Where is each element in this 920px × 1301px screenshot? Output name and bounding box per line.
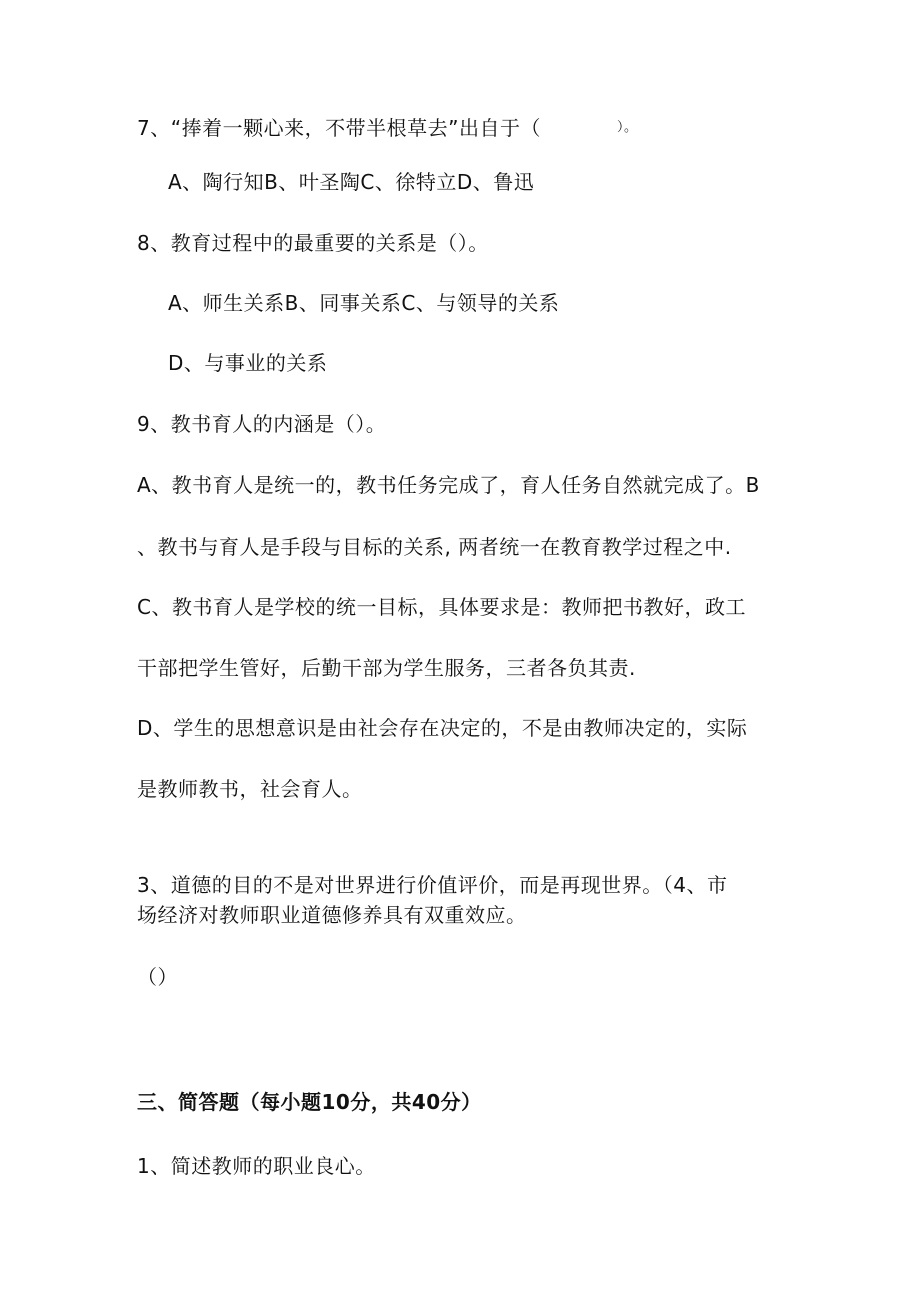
q9-option-c: C、教书育人是学校的统一目标，具体要求是：教师把书教好，政工 (137, 595, 746, 619)
q9-option-c-cont: 干部把学生管好，后勤干部为学生服务，三者各负其责. (137, 656, 636, 680)
judge-item-line2: 场经济对教师职业道德修养具有双重效应。 (137, 903, 527, 927)
q7-stem-close: ）。 (616, 120, 638, 135)
q9-option-d-cont: 是教师教书，社会育人。 (137, 777, 363, 801)
q9-option-b: 、教书与育人是手段与目标的关系, 两者统一在教育教学过程之中. (137, 535, 732, 559)
section3-q1: 1、简述教师的职业良心。 (137, 1154, 376, 1178)
judge-item-line1: 3、道德的目的不是对世界进行价值评价，而是再现世界。（4、市 (137, 873, 728, 897)
q9-stem: 9、教书育人的内涵是（）。 (137, 412, 387, 436)
q8-options-line1: A、师生关系B、同事关系C、与领导的关系 (168, 291, 560, 315)
judge-item-blank: （） (137, 965, 178, 989)
q8-stem: 8、教育过程中的最重要的关系是（）。 (137, 231, 489, 255)
q9-option-a: A、教书育人是统一的，教书任务完成了，育人任务自然就完成了。B (137, 473, 760, 497)
q9-option-d: D、学生的思想意识是由社会存在决定的，不是由教师决定的，实际 (137, 716, 748, 740)
q7-stem-text: 7、“捧着一颗心来，不带半根草去”出自于（ (137, 116, 541, 140)
q7-options: A、陶行知B、叶圣陶C、徐特立D、鲁迅 (168, 170, 535, 194)
section3-title: 三、简答题（每小题10分，共40分） (137, 1090, 482, 1114)
q8-options-line2: D、与事业的关系 (168, 351, 328, 375)
q7-stem (137, 116, 637, 140)
